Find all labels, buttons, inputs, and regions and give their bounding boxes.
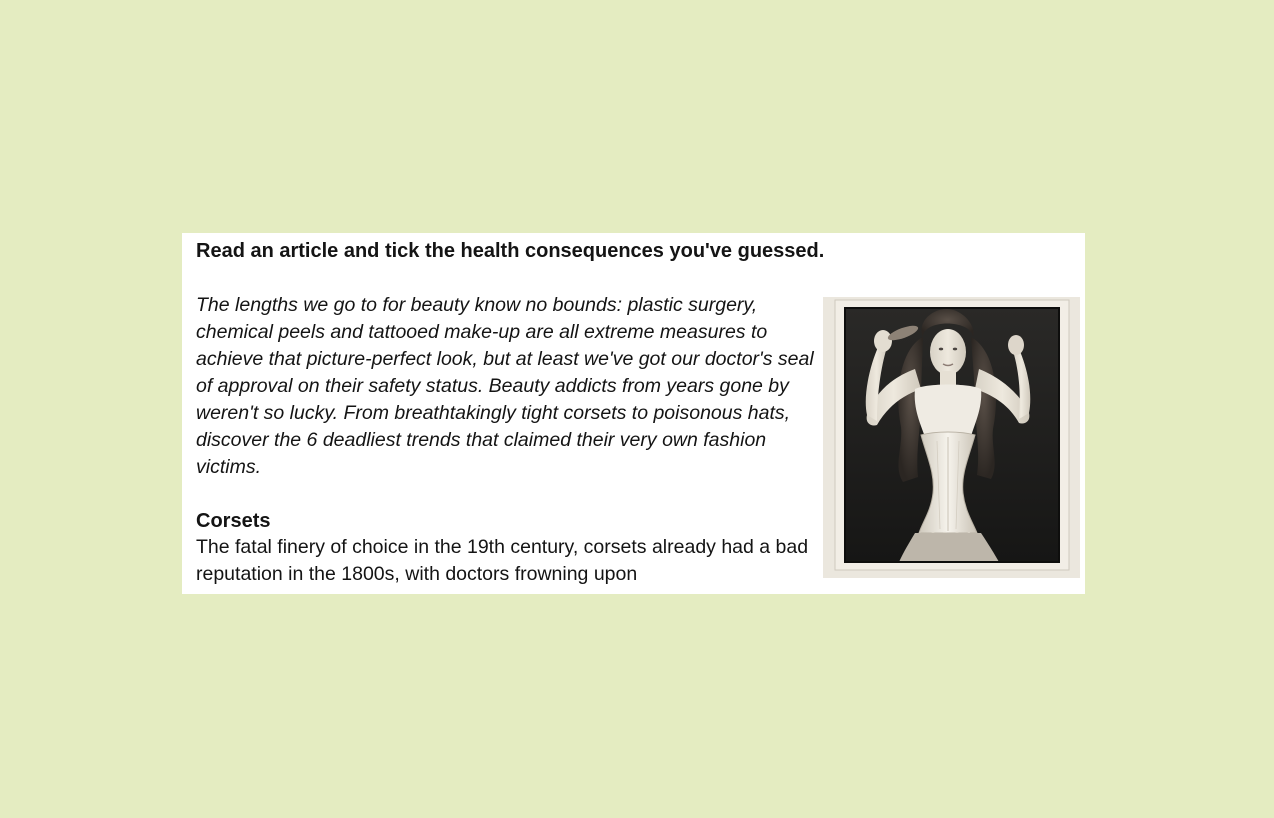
instruction-heading: Read an article and tick the health consequences you've guessed. — [196, 240, 825, 262]
vintage-corset-photo — [823, 297, 1082, 578]
section-body: The fatal finery of choice in the 19th century, corsets already had a bad reputation in the 1800s, with doctors frowning upon — [196, 536, 809, 585]
section-title: Corsets — [196, 510, 271, 532]
article-intro: The lengths we go to for beauty know no bounds: plastic surgery, chemical peels and tattooed make-up are all extreme measures to achieve that picture-perfect look, but at least we've got our doctor's seal of approval on their safety status. Beauty addicts from years gone by weren't so lucky. From breathtakingly tight corsets to poisonous hats, discover the 6 deadliest trends that claimed their very own fashion victims. — [196, 294, 814, 478]
article-card — [182, 233, 1085, 594]
